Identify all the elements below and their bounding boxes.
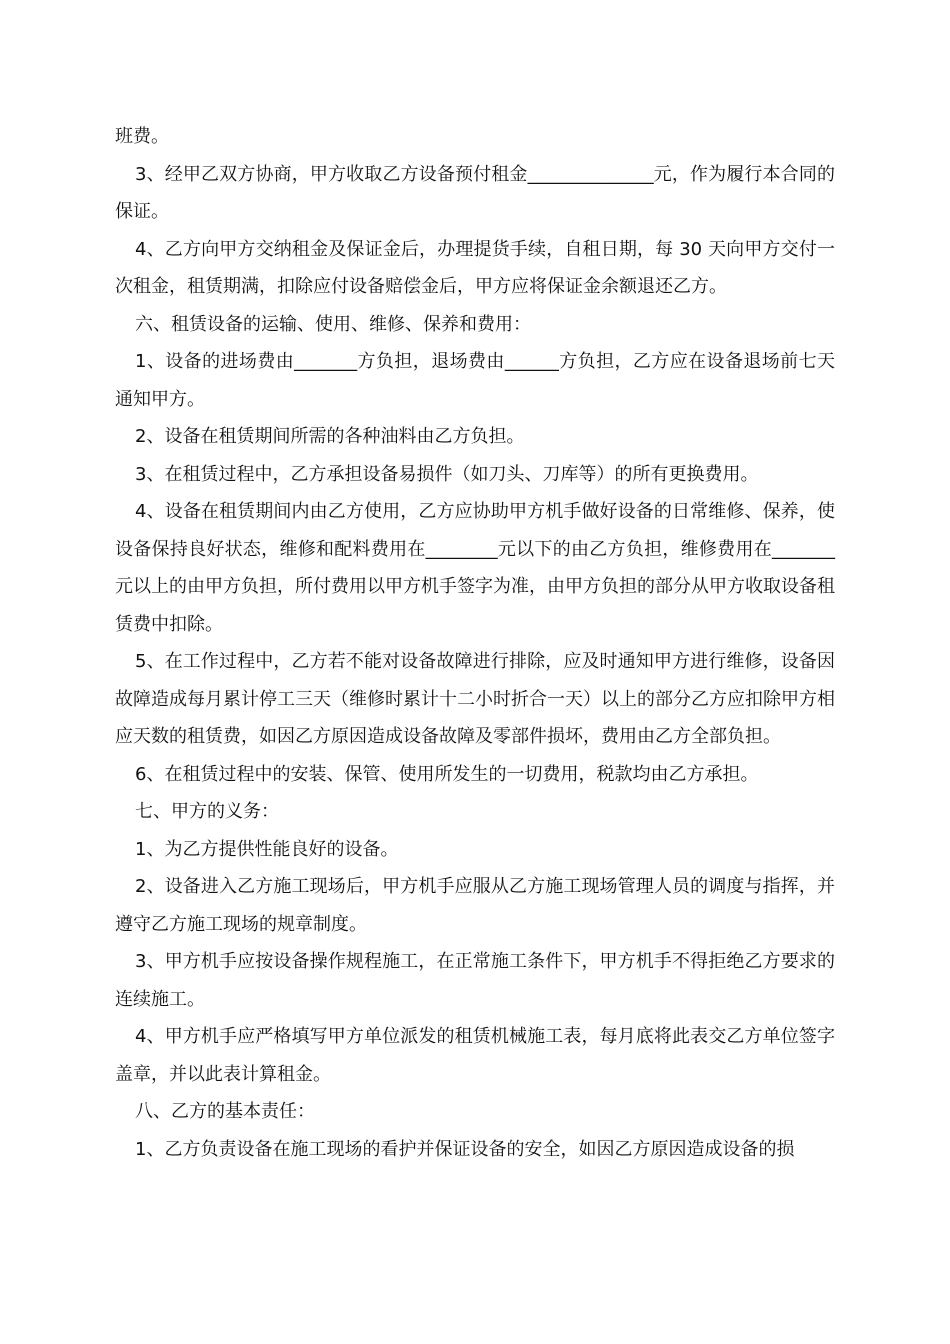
section-heading-7: 七、甲方的义务：	[135, 801, 279, 822]
paragraph-clause-6-4: 4、设备在租赁期间内由乙方使用，乙方应协助甲方机手做好设备的日常维修、保养，使设备保持良好状态，维修和配料费用在________元以下的由乙方负担，维修费用在_______元以上的由甲方负担，所付费用以甲方机手签字为准，由甲方负担的部分从甲方收取设备租赁费中扣除。	[115, 501, 835, 635]
paragraph-clause-6-3: 3、在租赁过程中，乙方承担设备易损件（如刀头、刀库等）的所有更换费用。	[135, 463, 759, 485]
paragraph-clause-6-5: 5、在工作过程中，乙方若不能对设备故障进行排除，应及时通知甲方进行维修，设备因故障造成每月累计停工三天（维修时累计十二小时折合一天）以上的部分乙方应扣除甲方相应天数的租赁费，如因乙方原因造成设备故障及零部件损坏，费用由乙方全部负担。	[115, 651, 835, 747]
paragraph-clause-8-1: 1、乙方负责设备在施工现场的看护并保证设备的安全，如因乙方原因造成设备的损	[135, 1138, 795, 1160]
paragraph-continuation: 班费。	[115, 126, 169, 147]
paragraph-clause-7-3: 3、甲方机手应按设备操作规程施工，在正常施工条件下，甲方机手不得拒绝乙方要求的连续施工。	[115, 951, 835, 1010]
paragraph-clause-5-4: 4、乙方向甲方交纳租金及保证金后，办理提货手续，自租日期，每 30 天向甲方交付一次租金，租赁期满，扣除应付设备赔偿金后，甲方应将保证金余额退还乙方。	[115, 238, 835, 297]
paragraph-clause-7-1: 1、为乙方提供性能良好的设备。	[135, 838, 399, 860]
paragraph-clause-6-6: 6、在租赁过程中的安装、保管、使用所发生的一切费用，税款均由乙方承担。	[135, 763, 759, 785]
paragraph-clause-7-4: 4、甲方机手应严格填写甲方单位派发的租赁机械施工表，每月底将此表交乙方单位签字盖章，并以此表计算租金。	[115, 1026, 835, 1085]
paragraph-clause-5-3: 3、经甲乙双方协商，甲方收取乙方设备预付租金______________元，作为履行本合同的保证。	[115, 163, 835, 222]
document-body	[115, 118, 835, 1168]
paragraph-clause-6-1: 1、设备的进场费由_______方负担，退场费由______方负担，乙方应在设备退场前七天通知甲方。	[115, 351, 835, 410]
paragraph-clause-6-2: 2、设备在租赁期间所需的各种油料由乙方负担。	[135, 426, 525, 447]
section-heading-6: 六、租赁设备的运输、使用、维修、保养和费用：	[135, 313, 531, 335]
paragraph-clause-7-2: 2、设备进入乙方施工现场后，甲方机手应服从乙方施工现场管理人员的调度与指挥，并遵守乙方施工现场的规章制度。	[115, 876, 835, 935]
section-heading-8: 八、乙方的基本责任：	[135, 1101, 315, 1122]
